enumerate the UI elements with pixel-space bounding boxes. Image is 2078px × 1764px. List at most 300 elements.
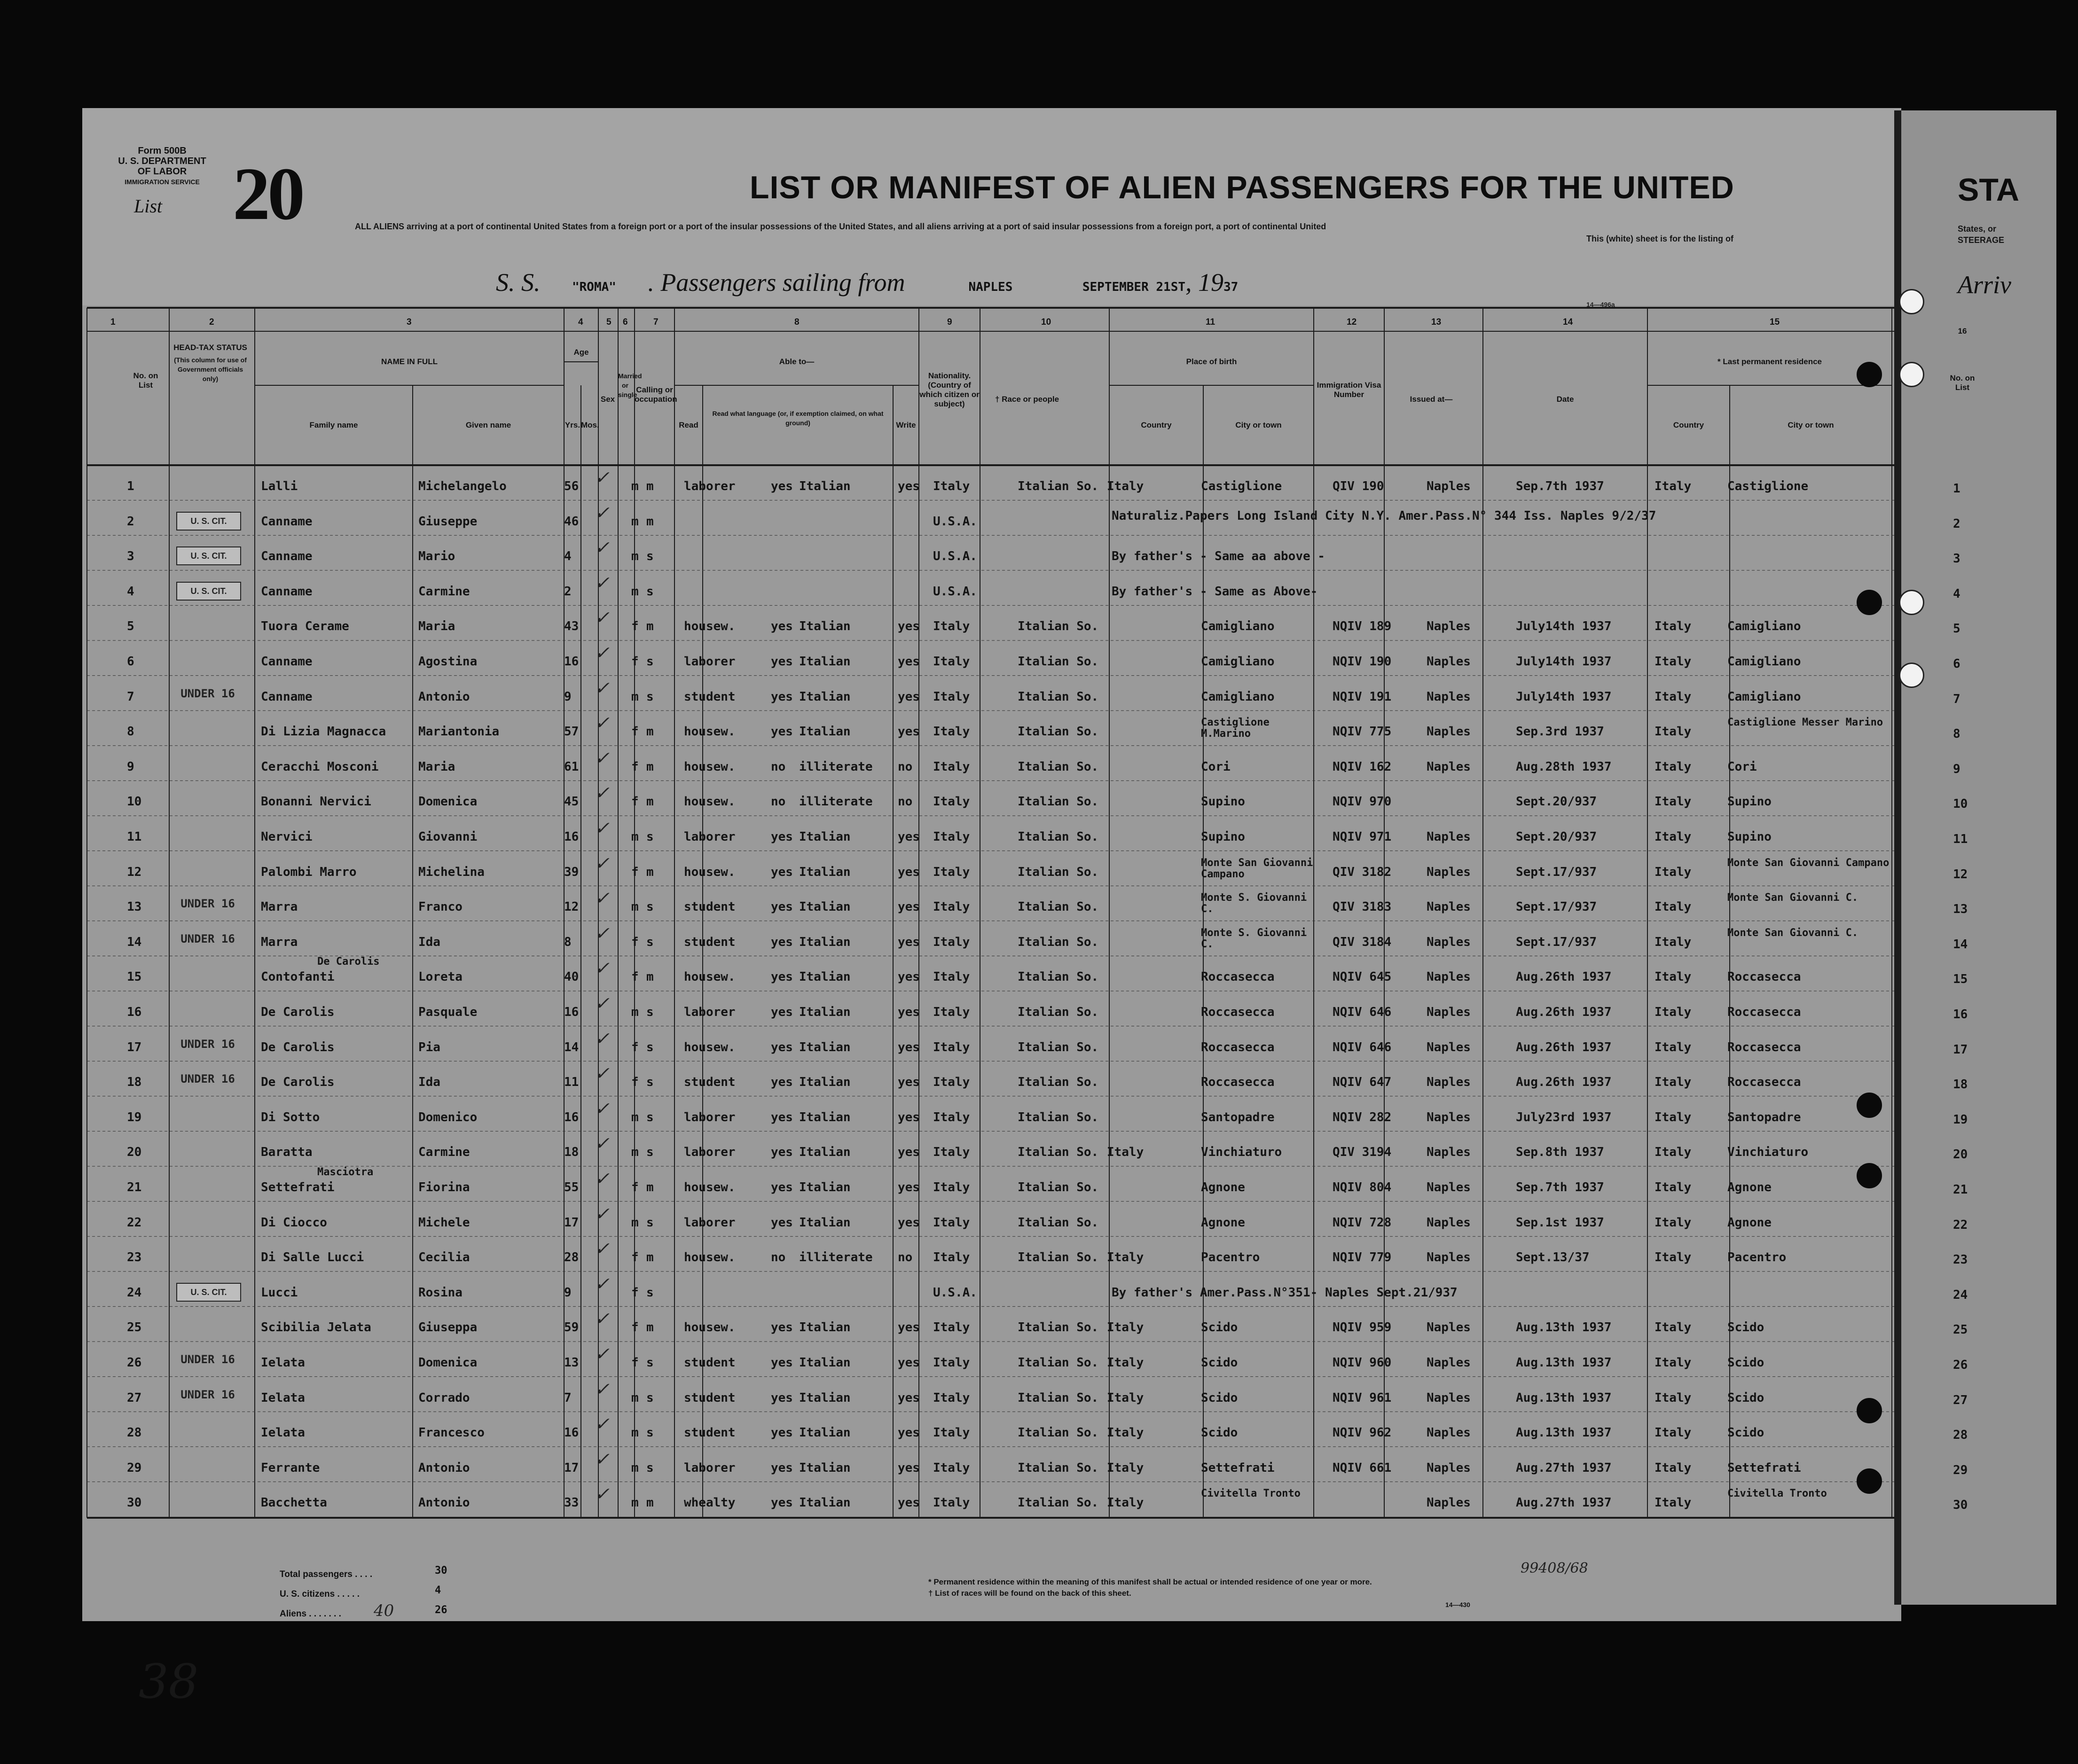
read-language: Italian <box>799 1145 851 1160</box>
marital-status: m <box>646 1496 654 1510</box>
occupation: housew. <box>684 795 736 809</box>
marital-status: s <box>646 655 654 669</box>
hdr-yrs: Yrs. <box>565 421 580 429</box>
read: yes <box>771 1215 793 1230</box>
nationality: Italy <box>933 1215 970 1230</box>
column-number: 12 <box>1347 317 1357 327</box>
form-number-text: Form 500B <box>138 146 187 156</box>
age-years: 14 <box>564 1040 579 1054</box>
family-name: Settefrati <box>261 1180 335 1194</box>
birth-country: Italy <box>1107 1250 1144 1265</box>
right-row-number: 16 <box>1953 1007 1968 1022</box>
read-language: illiterate <box>799 795 873 809</box>
row-number: 28 <box>127 1426 142 1440</box>
given-name: Carmine <box>418 584 470 599</box>
marital-status: s <box>646 584 654 599</box>
occupation: housew. <box>684 1040 736 1054</box>
table-row <box>82 572 1901 609</box>
race: Italian So. <box>1018 1356 1099 1370</box>
nationality: Italy <box>933 1496 970 1510</box>
given-name: Michele <box>418 1215 470 1230</box>
birth-country: Italy <box>1107 1320 1144 1335</box>
residence-country: Italy <box>1655 1460 1692 1475</box>
race: Italian So. <box>1018 1390 1099 1405</box>
family-name: Marra <box>261 900 298 914</box>
birth-city: Roccasecca <box>1201 1040 1275 1054</box>
residence-country: Italy <box>1655 1426 1692 1440</box>
family-name: Nervici <box>261 830 313 844</box>
given-name: Domenico <box>418 1110 478 1124</box>
visa-date: Aug.26th 1937 <box>1516 1040 1612 1054</box>
birth-country: Italy <box>1107 1426 1144 1440</box>
check-mark-icon: ✓ <box>595 993 610 1014</box>
birth-city: Scido <box>1201 1356 1238 1370</box>
binding-hole <box>1899 289 1924 314</box>
family-name: De Carolis <box>261 1075 335 1090</box>
list-label: List <box>134 195 163 217</box>
row-number: 30 <box>127 1496 142 1510</box>
age-years: 16 <box>564 1110 579 1124</box>
birth-city: Castiglione M.Marino <box>1201 717 1270 740</box>
head-tax-stamp: UNDER 16 <box>180 1353 235 1366</box>
right-row-number: 30 <box>1953 1498 1968 1513</box>
residence-city: Santopadre <box>1727 1110 1801 1124</box>
age-years: 11 <box>564 1075 579 1090</box>
form-code: 14—496a <box>1586 301 1615 308</box>
race: Italian So. <box>1018 1496 1099 1510</box>
marital-status: s <box>646 1426 654 1440</box>
row-number: 13 <box>127 900 142 914</box>
table-row <box>82 1063 1901 1100</box>
table-row <box>82 1413 1901 1451</box>
residence-country: Italy <box>1655 900 1692 914</box>
visa-date: Aug.27th 1937 <box>1516 1496 1612 1510</box>
nationality: U.S.A. <box>933 1285 977 1300</box>
residence-country: Italy <box>1655 970 1692 984</box>
nationality: Italy <box>933 1390 970 1405</box>
row-number: 7 <box>127 689 134 704</box>
row-number: 6 <box>127 655 134 669</box>
read-language: Italian <box>799 1040 851 1054</box>
read-language: illiterate <box>799 1250 873 1265</box>
check-mark-icon: ✓ <box>595 1343 610 1364</box>
sex: m <box>631 1390 639 1405</box>
row-note: By father's Amer.Pass.N°351- Naples Sept.21/937 <box>1112 1285 1458 1300</box>
occupation: laborer <box>684 1005 736 1019</box>
read: yes <box>771 830 793 844</box>
residence-city: Scido <box>1727 1320 1764 1335</box>
page-title: LIST OR MANIFEST OF ALIEN PASSENGERS FOR THE UNITED <box>750 170 1734 205</box>
head-tax-stamp: U. S. CIT. <box>176 512 241 531</box>
service-text: IMMIGRATION SERVICE <box>125 178 200 186</box>
visa-number: NQIV 960 <box>1333 1356 1392 1370</box>
birth-country: Italy <box>1107 479 1144 493</box>
birth-city: Cori <box>1201 759 1231 774</box>
given-name: Giuseppe <box>418 514 478 529</box>
table-row <box>82 502 1901 539</box>
check-mark-icon: ✓ <box>595 1308 610 1329</box>
hdr-age: Age <box>573 348 589 357</box>
birth-city: Roccasecca <box>1201 1005 1275 1019</box>
residence-city: Scido <box>1727 1390 1764 1405</box>
right-row-number: 10 <box>1953 797 1968 812</box>
right-row-number: 8 <box>1953 727 1960 742</box>
binding-hole <box>1857 1398 1882 1423</box>
residence-country: Italy <box>1655 479 1692 493</box>
write: yes <box>898 725 920 739</box>
age-years: 40 <box>564 970 579 984</box>
residence-country: Italy <box>1655 795 1692 809</box>
column-number: 9 <box>947 317 952 327</box>
column-number: 7 <box>653 317 659 327</box>
given-name: Ida <box>418 1075 440 1090</box>
residence-city: Camigliano <box>1727 619 1801 634</box>
issued-at: Naples <box>1427 725 1471 739</box>
visa-date: Sept.13/37 <box>1516 1250 1590 1265</box>
check-mark-icon: ✓ <box>595 712 610 734</box>
read: no <box>771 1250 786 1265</box>
family-name: Bacchetta <box>261 1496 327 1510</box>
head-tax-stamp: U. S. CIT. <box>176 1283 241 1302</box>
residence-country: Italy <box>1655 865 1692 879</box>
sex: m <box>631 689 639 704</box>
residence-city: Roccasecca <box>1727 970 1801 984</box>
total-passengers-value: 30 <box>435 1565 447 1577</box>
residence-country: Italy <box>1655 1496 1692 1510</box>
hdr-no: No. on List <box>133 371 158 390</box>
nationality: Italy <box>933 1040 970 1054</box>
table-row <box>82 956 1901 995</box>
read-language: Italian <box>799 655 851 669</box>
age-years: 16 <box>564 1005 579 1019</box>
visa-date: Sep.1st 1937 <box>1516 1215 1604 1230</box>
next-sheet-title: STA <box>1958 172 2019 208</box>
issued-at: Naples <box>1427 655 1471 669</box>
table-row <box>82 1378 1901 1416</box>
read: yes <box>771 1075 793 1090</box>
read: yes <box>771 1496 793 1510</box>
residence-city: Monte San Giovanni Campano <box>1727 857 1890 869</box>
column-number: 2 <box>209 317 214 327</box>
next-sheet <box>1901 110 2056 1605</box>
family-name: Baratta <box>261 1145 313 1160</box>
read: yes <box>771 689 793 704</box>
family-name: Canname <box>261 584 313 599</box>
sex: m <box>631 1426 639 1440</box>
total-passengers-label: Total passengers <box>280 1569 353 1579</box>
check-mark-icon: ✓ <box>595 1028 610 1049</box>
marital-status: m <box>646 970 654 984</box>
visa-date: Aug.26th 1937 <box>1516 970 1612 984</box>
occupation: laborer <box>684 830 736 844</box>
hdr-married: Married or single <box>618 372 642 398</box>
write: yes <box>898 830 920 844</box>
write: yes <box>898 1390 920 1405</box>
list-number: 20 <box>233 152 302 235</box>
hdr-birth-country: Country <box>1141 421 1172 429</box>
right-hdr-no: No. on List <box>1950 374 1975 392</box>
row-number: 3 <box>127 549 134 564</box>
right-row-number: 25 <box>1953 1323 1968 1337</box>
residence-city: Agnone <box>1727 1180 1772 1194</box>
age-years: 28 <box>564 1250 579 1265</box>
occupation: laborer <box>684 1110 736 1124</box>
visa-number: NQIV 162 <box>1333 759 1392 774</box>
occupation: laborer <box>684 655 736 669</box>
sex: f <box>631 1040 639 1054</box>
write: yes <box>898 1356 920 1370</box>
nationality: Italy <box>933 655 970 669</box>
marital-status: m <box>646 1250 654 1265</box>
family-name: Di Sotto <box>261 1110 320 1124</box>
birth-city: Santopadre <box>1201 1110 1275 1124</box>
page-subtitle: ALL ALIENS arriving at a port of continental United States from a foreign port or a port of the insular possessions of the United States, and all aliens arriving at a port of said insular possessions from a foreign port, a port of continental United <box>355 222 1326 231</box>
write: yes <box>898 1040 920 1054</box>
given-name: Antonio <box>418 689 470 704</box>
hdr-nationality: Nationality. (Country of which citizen or subject) <box>919 371 980 408</box>
sex: f <box>631 655 639 669</box>
table-row <box>82 537 1901 574</box>
check-mark-icon: ✓ <box>595 1063 610 1084</box>
age-years: 18 <box>564 1145 579 1160</box>
row-number: 26 <box>127 1356 142 1370</box>
read-language: Italian <box>799 1180 851 1194</box>
next-sheet-sub-2: STEERAGE <box>1958 235 2005 245</box>
binding-hole <box>1857 362 1882 387</box>
read: yes <box>771 1005 793 1019</box>
column-number: 3 <box>407 317 412 327</box>
right-row-number: 1 <box>1953 482 1960 496</box>
read: yes <box>771 655 793 669</box>
residence-city: Camigliano <box>1727 655 1801 669</box>
marital-status: m <box>646 865 654 879</box>
visa-number: QIV 3182 <box>1333 865 1392 879</box>
row-number: 4 <box>127 584 134 599</box>
nationality: Italy <box>933 479 970 493</box>
nationality: Italy <box>933 935 970 949</box>
read-language: Italian <box>799 1320 851 1335</box>
read: no <box>771 759 786 774</box>
race: Italian So. <box>1018 479 1099 493</box>
write: yes <box>898 479 920 493</box>
given-name: Carmine <box>418 1145 470 1160</box>
read: yes <box>771 935 793 949</box>
row-number: 10 <box>127 795 142 809</box>
read: yes <box>771 865 793 879</box>
check-mark-icon: ✓ <box>595 922 610 944</box>
residence-city: Monte San Giovanni C. <box>1727 927 1858 939</box>
residence-city: Castiglione Messer Marino <box>1727 717 1883 729</box>
marital-status: s <box>646 1356 654 1370</box>
sex: f <box>631 1180 639 1194</box>
hdr-birth-city: City or town <box>1235 421 1282 429</box>
marital-status: s <box>646 1145 654 1160</box>
binding-hole <box>1857 1093 1882 1118</box>
read: no <box>771 795 786 809</box>
given-name: Mariantonia <box>418 725 500 739</box>
hdr-sex: Sex <box>600 395 615 404</box>
issued-at: Naples <box>1427 1110 1471 1124</box>
sex: f <box>631 759 639 774</box>
race: Italian So. <box>1018 795 1099 809</box>
check-mark-icon: ✓ <box>595 782 610 804</box>
port-name: NAPLES <box>968 280 1013 294</box>
right-row-number: 26 <box>1953 1358 1968 1372</box>
given-name: Maria <box>418 759 455 774</box>
row-number: 5 <box>127 619 134 634</box>
handwritten-visa-30: 99408/68 <box>1521 1560 1588 1577</box>
year-prefix: , 19 <box>1185 268 1224 297</box>
birth-city: Roccasecca <box>1201 970 1275 984</box>
read: yes <box>771 900 793 914</box>
occupation: laborer <box>684 1215 736 1230</box>
aliens-value: 26 <box>435 1604 447 1616</box>
write: yes <box>898 970 920 984</box>
visa-number: NQIV 282 <box>1333 1110 1392 1124</box>
residence-city: Supino <box>1727 795 1772 809</box>
row-number: 1 <box>127 479 134 493</box>
check-mark-icon: ✓ <box>595 677 610 698</box>
table-row <box>82 1448 1901 1486</box>
birth-city: Settefrati <box>1201 1460 1275 1475</box>
occupation: housew. <box>684 970 736 984</box>
table-row <box>82 820 1901 855</box>
residence-city: Roccasecca <box>1727 1005 1801 1019</box>
table-row <box>82 607 1901 644</box>
read: yes <box>771 970 793 984</box>
manifest-sheet <box>82 108 1901 1709</box>
read: yes <box>771 1040 793 1054</box>
hdr-visa-date: Date <box>1556 395 1574 404</box>
residence-country: Italy <box>1655 1390 1692 1405</box>
check-mark-icon: ✓ <box>595 1133 610 1154</box>
residence-country: Italy <box>1655 1215 1692 1230</box>
visa-date: July14th 1937 <box>1516 689 1612 704</box>
table-row <box>82 677 1901 715</box>
check-mark-icon: ✓ <box>595 1238 610 1259</box>
column-number: 5 <box>606 317 612 327</box>
right-row-number: 24 <box>1953 1288 1968 1302</box>
read: yes <box>771 1390 793 1405</box>
visa-date: July14th 1937 <box>1516 655 1612 669</box>
read-language: Italian <box>799 1005 851 1019</box>
residence-city: Civitella Tronto <box>1727 1488 1827 1500</box>
issued-at: Naples <box>1427 1005 1471 1019</box>
read-language: Italian <box>799 1356 851 1370</box>
issued-at: Naples <box>1427 1180 1471 1194</box>
sex: m <box>631 1145 639 1160</box>
occupation: housew. <box>684 1250 736 1265</box>
visa-date: Aug.26th 1937 <box>1516 1005 1612 1019</box>
read-language: Italian <box>799 1426 851 1440</box>
handwritten-bottom: 38 <box>139 1654 199 1709</box>
check-mark-icon: ✓ <box>595 1448 610 1469</box>
given-name: Fiorina <box>418 1180 470 1194</box>
race: Italian So. <box>1018 725 1099 739</box>
sex: m <box>631 1496 639 1510</box>
visa-number: QIV 3184 <box>1333 935 1392 949</box>
read-language: Italian <box>799 725 851 739</box>
hdr-res-city: City or town <box>1788 421 1834 429</box>
write: yes <box>898 1426 920 1440</box>
issued-at: Naples <box>1427 1320 1471 1335</box>
marital-status: s <box>646 1110 654 1124</box>
sex: m <box>631 479 639 493</box>
issued-at: Naples <box>1427 935 1471 949</box>
birth-city: Vinchiaturo <box>1201 1145 1282 1160</box>
given-name: Cecilia <box>418 1250 470 1265</box>
sex: f <box>631 1320 639 1335</box>
issued-at: Naples <box>1427 1215 1471 1230</box>
read: yes <box>771 479 793 493</box>
birth-city: Monte S. Giovanni C. <box>1201 892 1307 915</box>
ss-label: S. S. <box>496 268 541 297</box>
birth-city: Agnone <box>1201 1180 1245 1194</box>
row-number: 25 <box>127 1320 142 1335</box>
hdr-head-tax <box>169 343 251 383</box>
age-years: 16 <box>564 830 579 844</box>
residence-city: Cori <box>1727 759 1757 774</box>
age-years: 17 <box>564 1460 579 1475</box>
total-passengers-row: Total passengers . . . . 30 <box>280 1565 447 1579</box>
write: yes <box>898 655 920 669</box>
marital-status: s <box>646 1390 654 1405</box>
family-name: Ielata <box>261 1390 305 1405</box>
residence-city: Scido <box>1727 1356 1764 1370</box>
residence-city: Supino <box>1727 830 1772 844</box>
table-row <box>82 1308 1901 1345</box>
nationality: Italy <box>933 1460 970 1475</box>
residence-city: Camigliano <box>1727 689 1801 704</box>
visa-number: NQIV 646 <box>1333 1005 1392 1019</box>
write: no <box>898 795 913 809</box>
occupation: housew. <box>684 1320 736 1335</box>
race: Italian So. <box>1018 1075 1099 1090</box>
right-row-number: 21 <box>1953 1183 1968 1197</box>
age-years: 61 <box>564 759 579 774</box>
birth-city: Supino <box>1201 830 1245 844</box>
occupation: housew. <box>684 1180 736 1194</box>
occupation: student <box>684 900 736 914</box>
family-name: Ielata <box>261 1356 305 1370</box>
visa-number: NQIV 661 <box>1333 1460 1392 1475</box>
column-number: 8 <box>794 317 800 327</box>
given-name: Rosina <box>418 1285 463 1300</box>
row-number: 12 <box>127 865 142 879</box>
residence-country: Italy <box>1655 1145 1692 1160</box>
right-row-number: 7 <box>1953 692 1960 706</box>
table-row <box>82 890 1901 925</box>
race: Italian So. <box>1018 1460 1099 1475</box>
nationality: Italy <box>933 1426 970 1440</box>
residence-city: Roccasecca <box>1727 1040 1801 1054</box>
aliens-row: Aliens . . . . . . . 26 <box>280 1604 447 1619</box>
read-language: Italian <box>799 1075 851 1090</box>
residence-country: Italy <box>1655 1320 1692 1335</box>
sex: m <box>631 514 639 529</box>
visa-number: QIV 3194 <box>1333 1145 1392 1160</box>
marital-status: m <box>646 1320 654 1335</box>
sex: m <box>631 1215 639 1230</box>
given-name: Corrado <box>418 1390 470 1405</box>
nationality: Italy <box>933 830 970 844</box>
residence-city: Vinchiaturo <box>1727 1145 1809 1160</box>
visa-number: QIV 3183 <box>1333 900 1392 914</box>
read: yes <box>771 1320 793 1335</box>
table-row <box>82 993 1901 1030</box>
check-mark-icon: ✓ <box>595 1483 610 1505</box>
visa-number: NQIV 189 <box>1333 619 1392 634</box>
